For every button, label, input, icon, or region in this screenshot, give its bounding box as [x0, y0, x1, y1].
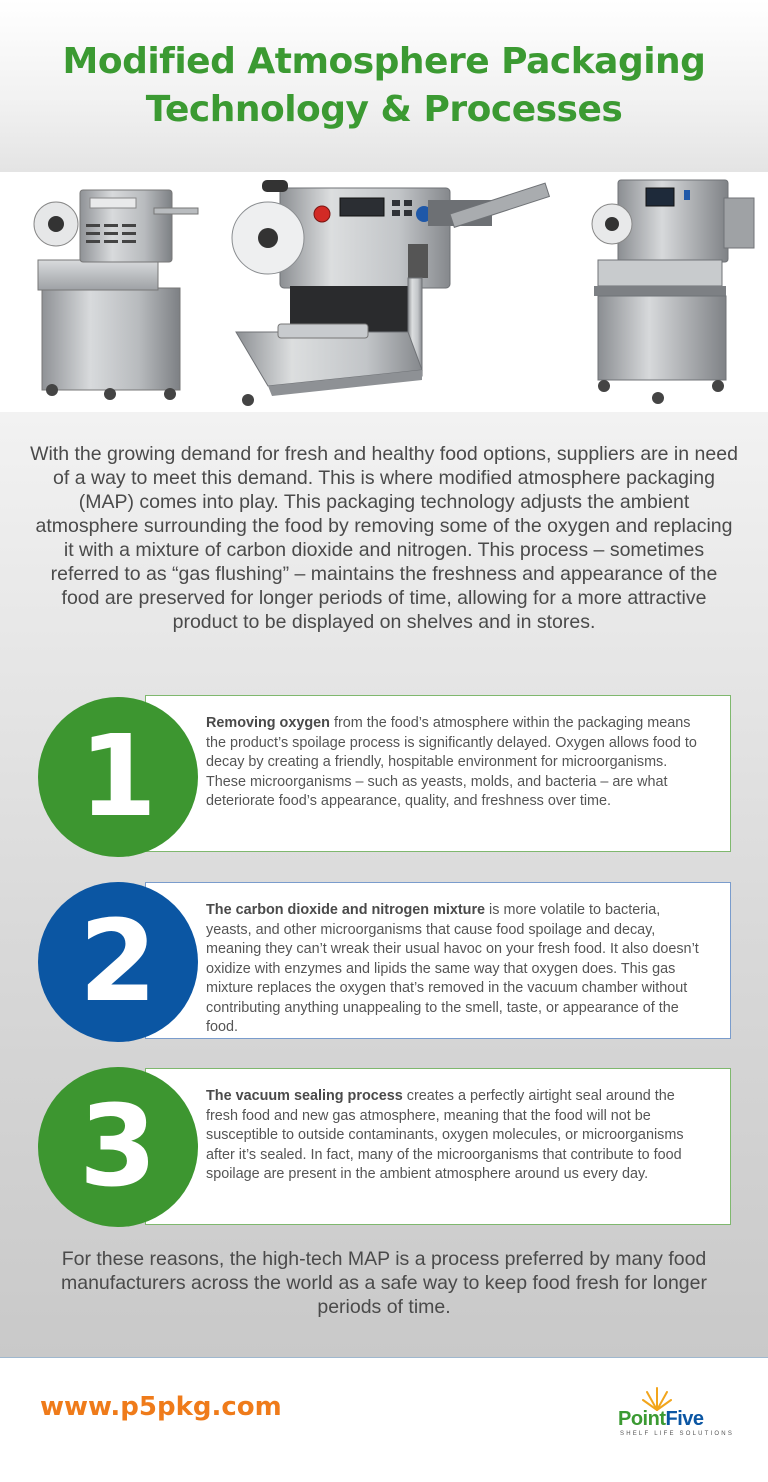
title-line-2: Technology & Processes	[145, 89, 623, 130]
step-2-number: 2	[79, 897, 157, 1027]
main-content	[0, 412, 768, 1357]
step-1-number: 1	[79, 712, 157, 842]
tray-sealer-machine-center	[228, 174, 558, 410]
step-3-heading: The vacuum sealing process	[206, 1088, 403, 1104]
step-1-heading: Removing oxygen	[206, 715, 330, 731]
page-title	[0, 38, 768, 134]
step-3-number: 3	[79, 1082, 157, 1212]
tray-sealer-machine-right	[588, 172, 758, 408]
intro-paragraph: With the growing demand for fresh and healthy food options, suppliers are in need of a way to meet this demand. This is where modified atmosphere packaging (MAP) comes into play. This packaging technology adjusts the ambient atmosphere surrounding the food by removing some of the oxygen and replacing it with a mixture of carbon dioxide and nitrogen. This process – sometimes referred to as “gas flushing” – maintains the freshness and appearance of the food are preserved for longer periods of time, allowing for a more attractive product to be displayed on shelves and in stores.	[30, 443, 738, 633]
website-link[interactable]: www.p5pkg.com	[40, 1392, 282, 1422]
step-1-number-badge	[38, 697, 198, 857]
step-2-box	[145, 882, 731, 1039]
step-2-number-badge	[38, 882, 198, 1042]
logo-tagline: SHELF LIFE SOLUTIONS	[620, 1431, 735, 1437]
step-3-text: creates a perfectly airtight seal around the fresh food and new gas atmosphere, meaning that the food will not be susceptible to outside contaminants, oxygen molecules, or microorganisms after it’s sealed. In fact, many of the microorganisms that contribute to food spoilage are present in the ambient atmosphere around us every day.	[206, 1088, 684, 1182]
footer	[0, 1357, 768, 1482]
step-1-text: from the food’s atmosphere within the packaging means the product’s spoilage process is significantly delayed. Oxygen allows food to decay by creating a friendly, hospitable environment for microorganisms. These microorganisms – such as yeasts, molds, and bacteria – are what deteriorate food’s appearance, quality, and freshness over time.	[206, 715, 697, 809]
logo-point: Point	[618, 1408, 666, 1430]
step-1-box	[145, 695, 731, 852]
machine-images	[0, 172, 768, 412]
logo-five: Five	[665, 1408, 704, 1430]
logo-wordmark	[618, 1408, 704, 1431]
header	[0, 0, 768, 172]
step-2-heading: The carbon dioxide and nitrogen mixture	[206, 902, 486, 918]
step-3-box	[145, 1068, 731, 1225]
closing-paragraph: For these reasons, the high-tech MAP is a process preferred by many food manufacturers across the world as a safe way to keep food fresh for longer periods of time.	[61, 1248, 707, 1318]
title-line-1: Modified Atmosphere Packaging	[62, 41, 706, 82]
step-3-number-badge	[38, 1067, 198, 1227]
point-five-logo	[618, 1386, 736, 1446]
step-2-text: is more volatile to bacteria, yeasts, and other microorganisms that cause food spoilage and decay, meaning they can’t wreak their usual havoc on your fresh food. It also doesn’t oxidize with enzymes and lipids the same way that oxygen does. This gas mixture replaces the oxygen that’s removed in the vacuum chamber without contributing anything unappealing to the smell, taste, or appearance of the food.	[206, 902, 699, 1035]
tray-sealer-machine-left	[30, 180, 200, 410]
